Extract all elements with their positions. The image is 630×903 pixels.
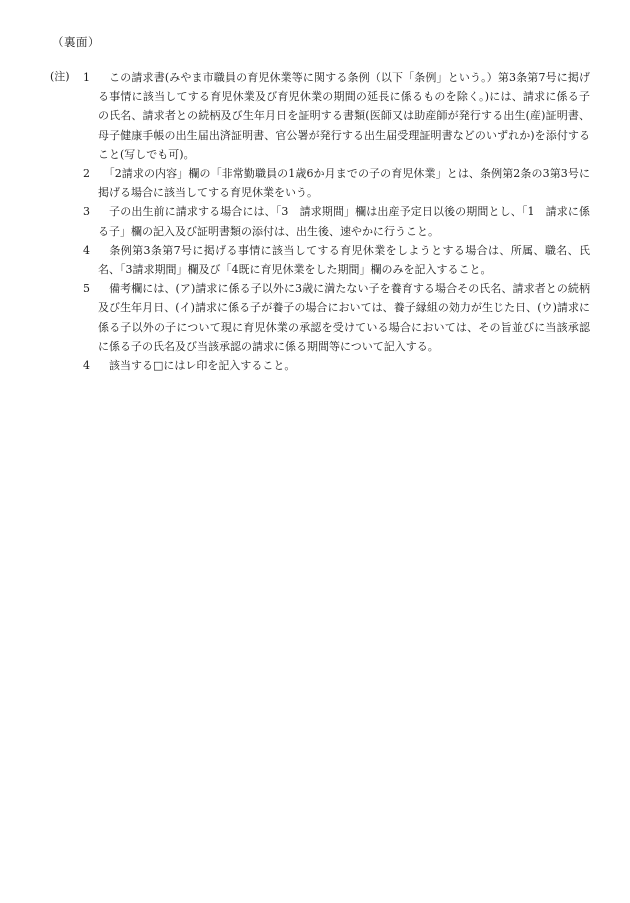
note-text: 「2請求の内容」欄の「非常勤職員の1歳6か月までの子の育児休業」とは、条例第2条の3第3号に掲げる場合に該当してする育児休業をいう。 [98,167,590,200]
notes-section [50,68,590,375]
note-item [50,241,590,279]
note-number: 1 [83,71,90,84]
note-text: この請求書(みやま市職員の育児休業等に関する条例（以下「条例」という。）第3条第7号に掲げる事情に該当してする育児休業及び育児休業の期間の延長に係るものを除く。)には、請求に係る子の氏名、請求者との続柄及び生年月日を証明する書類(医師又は助産師が発行する出生(産)証明書、母子健康手帳の出生届出済証明書、官公署が発行する出生届受理証明書などのいずれか)を添付すること(写しでも可)。 [98,71,590,161]
note-text: 条例第3条第7号に掲げる事情に該当してする育児休業をしようとする場合は、所属、職名、氏名、「3請求期間」欄及び「4既に育児休業をした期間」欄のみを記入すること。 [98,243,590,277]
note-number: 4 [83,243,90,257]
note-text: 備考欄には、(ア)請求に係る子以外に3歳に満たない子を養育する場合その氏名、請求者との続柄及び生年月日、(イ)請求に係る子が養子の場合においては、養子縁組の効力が生じた日、(ウ)請求に係る子以外の子について現に育児休業の承認を受けている場合においては、その旨並びに当該承認に係る子の氏名及び当該承認の請求に係る期間等について記入する。 [98,282,590,353]
note-item [50,279,590,356]
note-number: 5 [83,282,90,296]
note-item [50,68,590,164]
note-number: 4 [83,359,90,373]
note-item [50,356,590,375]
notes-label: (注) [50,70,70,83]
page-heading: （裏面） [52,35,100,49]
note-item [50,164,590,202]
note-text: 該当する□にはレ印を記入すること。 [98,359,296,373]
note-item [50,202,590,240]
note-number: 3 [83,205,90,219]
note-number: 2 [83,167,90,181]
note-text: 子の出生前に請求する場合には、「3 請求期間」欄は出産予定日以後の期間とし、「1 請求に係る子」欄の記入及び証明書類の添付は、出生後、速やかに行うこと。 [98,205,590,238]
